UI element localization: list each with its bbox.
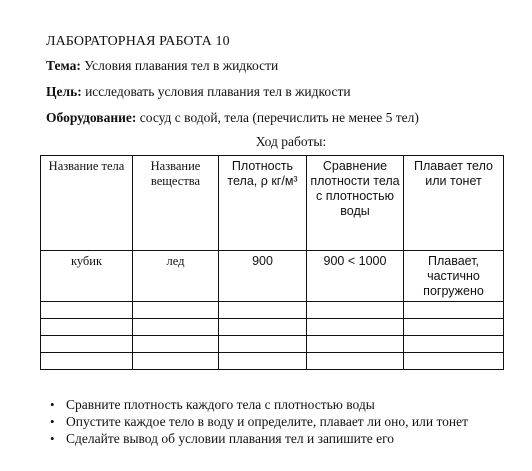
table-row	[41, 353, 504, 370]
equipment-line	[46, 110, 419, 126]
table-cell[interactable]	[133, 336, 219, 353]
table-cell[interactable]	[219, 336, 307, 353]
header-comparison: Сравнение плотности тела с плотностью воды	[307, 156, 404, 251]
table-cell[interactable]	[41, 319, 133, 336]
table-cell[interactable]	[404, 319, 504, 336]
table-cell[interactable]	[133, 302, 219, 319]
table-cell[interactable]: кубик	[41, 251, 133, 302]
table-cell[interactable]: Плавает, частично погружено	[404, 251, 504, 302]
topic-line	[46, 58, 278, 74]
table-cell[interactable]	[219, 319, 307, 336]
table-cell[interactable]	[133, 353, 219, 370]
goal-text: исследовать условия плавания тел в жидкости	[81, 84, 351, 99]
table-cell[interactable]	[41, 353, 133, 370]
table-row	[41, 319, 504, 336]
table-cell[interactable]: лед	[133, 251, 219, 302]
table-cell[interactable]	[307, 319, 404, 336]
table-cell[interactable]: 900	[219, 251, 307, 302]
table-cell[interactable]	[133, 319, 219, 336]
table-cell[interactable]	[219, 353, 307, 370]
table-cell[interactable]	[404, 302, 504, 319]
work-table	[40, 155, 504, 370]
equipment-text: сосуд с водой, тела (перечислить не менее 5 тел)	[136, 110, 419, 125]
table-cell[interactable]	[41, 302, 133, 319]
goal-line	[46, 84, 351, 100]
header-density: Плотность тела, ρ кг/м³	[219, 156, 307, 251]
table-cell[interactable]	[404, 353, 504, 370]
page-title: ЛАБОРАТОРНАЯ РАБОТА 10	[46, 34, 230, 49]
topic-text: Условия плавания тел в жидкости	[80, 58, 279, 73]
step-item: • Опустите каждое тело в воду и определите, плавает ли оно, или тонет	[48, 413, 468, 430]
table-row	[41, 251, 504, 302]
step-item: • Сравните плотность каждого тела с плотностью воды	[48, 396, 468, 413]
progress-title: Ход работы:	[255, 134, 327, 149]
table-header-row	[41, 156, 504, 251]
table-cell[interactable]	[404, 336, 504, 353]
header-floats-or-sinks: Плавает тело или тонет	[404, 156, 504, 251]
step-item: • Сделайте вывод об условии плавания тел и запишите его	[48, 430, 468, 447]
goal-label: Цель:	[46, 84, 82, 99]
steps-list	[48, 396, 468, 447]
header-substance: Название вещества	[133, 156, 219, 251]
table-cell[interactable]	[219, 302, 307, 319]
table-cell[interactable]	[307, 336, 404, 353]
header-body-name: Название тела	[41, 156, 133, 251]
equipment-label: Оборудование:	[46, 110, 137, 125]
table-row	[41, 336, 504, 353]
topic-label: Тема:	[46, 58, 81, 73]
table-row	[41, 302, 504, 319]
table-cell[interactable]	[307, 353, 404, 370]
table-cell[interactable]: 900 < 1000	[307, 251, 404, 302]
table-cell[interactable]	[307, 302, 404, 319]
table-cell[interactable]	[41, 336, 133, 353]
